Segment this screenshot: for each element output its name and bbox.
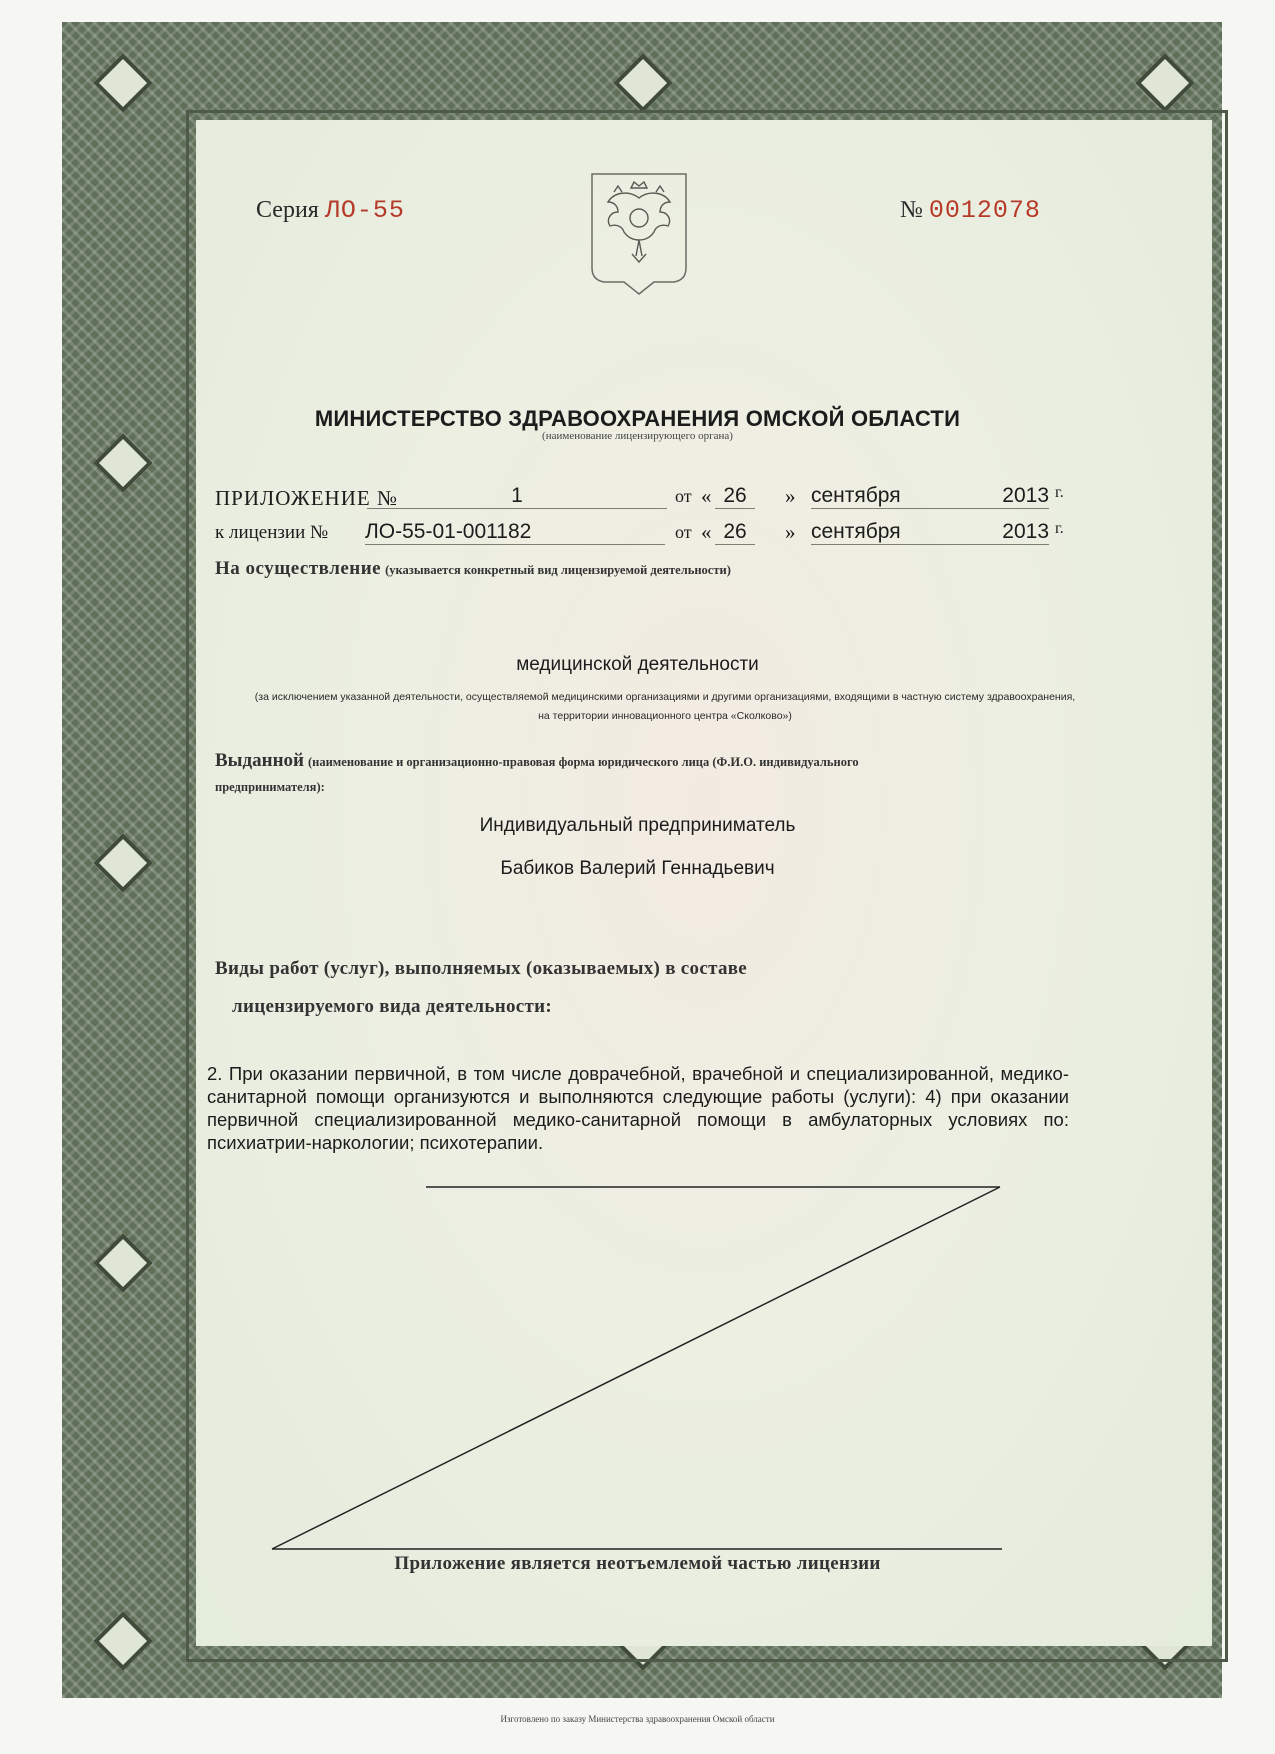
series-value: ЛО-55 [324, 196, 405, 225]
appendix-open-quote: « [701, 484, 712, 508]
license-from-label: от [675, 522, 692, 542]
appendix-year-suffix: г. [1055, 484, 1064, 501]
issued-label: Выданной [215, 750, 304, 771]
appendix-number: 1 [367, 484, 667, 509]
license-year-suffix: г. [1055, 520, 1064, 537]
appendix-year: 2013 [971, 484, 1049, 509]
purpose-label: На осуществление [215, 558, 382, 579]
works-heading-line2: лицензируемого вида деятельности: [232, 996, 553, 1017]
appendix-from-label: от [675, 486, 692, 506]
license-month: сентября [811, 520, 971, 545]
license-number: ЛО-55-01-001182 [365, 520, 665, 545]
activity-note: (за исключением указанной деятельности, осуществляемой медицинскими организациями и другими организациями, входящими в частную систему здравоохранения, на территории инновационного центра «Сколково») [254, 691, 1076, 722]
license-close-quote: » [785, 520, 796, 544]
licensee-type: Индивидуальный предприниматель [479, 815, 796, 836]
series-label: Серия [256, 197, 319, 223]
licensee-name: Бабиков Валерий Геннадьевич [500, 858, 775, 879]
works-text: 2. При оказании первичной, в том числе доврачебной, врачебной и специализированной, медико-санитарной помощи организуются и выполняются следующие работы (услуги): 4) при оказании первичной специализированной медико-санитарной помощи в амбулаторных условиях по: психиатрии-наркологии; психотерапии. [207, 1063, 1069, 1153]
appendix-month: сентября [811, 484, 971, 509]
license-year: 2013 [971, 520, 1049, 545]
number-value: 0012078 [928, 196, 1041, 225]
printer-note: Изготовлено по заказу Министерства здравоохранения Омской области [500, 1714, 775, 1724]
authority-name: МИНИСТЕРСТВО ЗДРАВООХРАНЕНИЯ ОМСКОЙ ОБЛАСТИ [314, 406, 961, 431]
issued-caption-line2: предпринимателя): [215, 780, 325, 794]
license-open-quote: « [701, 520, 712, 544]
appendix-statement: Приложение является неотъемлемой частью лицензии [394, 1553, 881, 1574]
authority-caption: (наименование лицензирующего органа) [542, 430, 733, 442]
number-label: № [900, 197, 923, 223]
license-label: к лицензии № [215, 522, 329, 543]
activity-name: медицинской деятельности [516, 654, 759, 675]
appendix-label: ПРИЛОЖЕНИЕ № [215, 486, 398, 510]
appendix-close-quote: » [785, 484, 796, 508]
license-day: 26 [715, 520, 755, 545]
appendix-day: 26 [715, 484, 755, 509]
works-heading-line1: Виды работ (услуг), выполняемых (оказываемых) в составе [215, 958, 748, 979]
issued-caption: (наименование и организационно-правовая форма юридического лица (Ф.И.О. индивидуального [307, 755, 859, 769]
purpose-caption: (указывается конкретный вид лицензируемой деятельности) [385, 563, 731, 577]
